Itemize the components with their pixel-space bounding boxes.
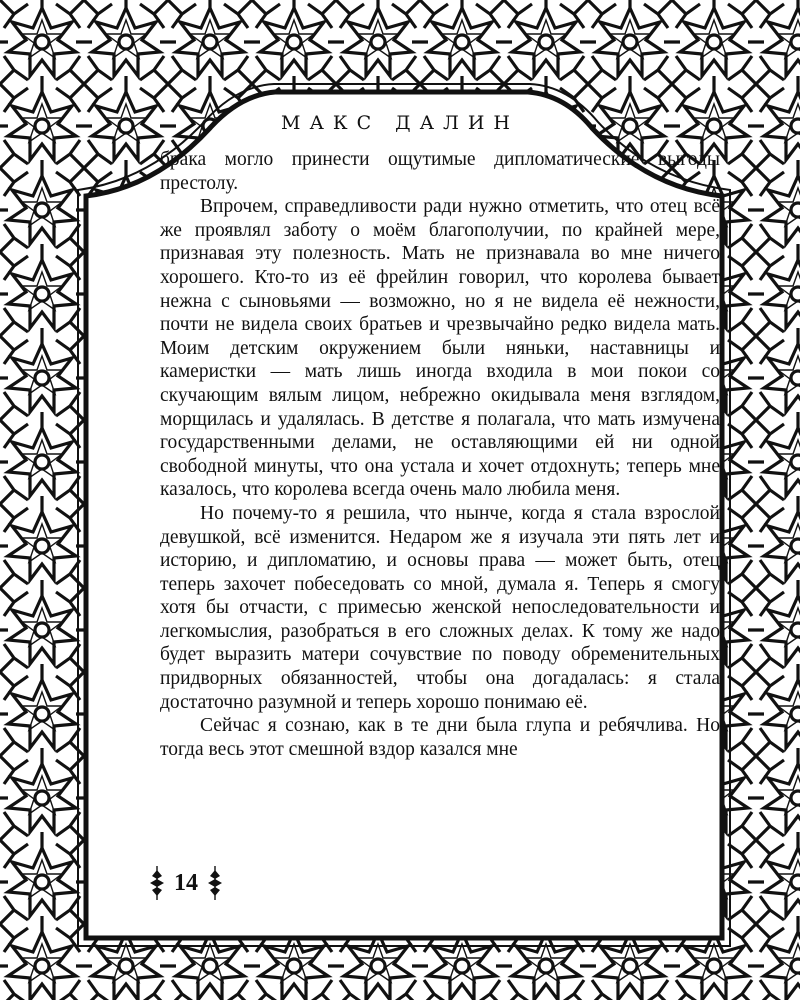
folio — [148, 866, 224, 900]
running-head: МАКС ДАЛИН — [281, 112, 519, 134]
body-text — [160, 148, 720, 761]
paragraph: Сейчас я сознаю, как в те дни была глупа и ребячлива. Но тогда весь этот смешной вздор казался мне — [160, 715, 720, 760]
paragraph: Впрочем, справедливости ради нужно отметить, что отец всё же проявлял заботу о моём благополучии, по крайней мере, признавая эту полезность. Мать не признавала во мне ничего хорошего. Кто-то из её фрейлин говорил, что королева бывает нежна с сыновьями — возможно, но я не видела её нежности, почти не видела своих братьев и чрезвычайно редко видела мать. Моим детским окружением были няньки, наставницы и камеристки — мать лишь иногда входила в мои покои со скучающим вялым лицом, небрежно окидывала меня взглядом, морщилась и удалялась. В детстве я полагала, что мать измучена государственными делами, не оставляющими ей ни одной свободной минуты, что она устала и хочет отдохнуть; теперь мне казалось, что королева всегда очень мало любила меня. — [160, 196, 720, 501]
fleuron-icon — [206, 866, 224, 900]
paragraph: брака могло принести ощутимые дипломатические выгоды престолу. — [160, 149, 720, 194]
page-number: 14 — [174, 869, 198, 896]
paragraph: Но почему-то я решила, что нынче, когда я стала взрослой девушкой, всё изменится. Недаром же я изучала эти пять лет и историю, и дипломатию, и основы права — может быть, отец теперь захочет побеседовать со мной, думала я. Теперь я смогу хотя бы отчасти, с примесью женской непоследовательности и легкомыслия, разобраться в его сложных делах. К тому же надо будет выразить матери сочувствие по поводу обременительных придворных обязанностей, чтобы она догадалась: я стала достаточно разумной и теперь хорошо понимаю её. — [160, 502, 720, 713]
fleuron-icon — [148, 866, 166, 900]
